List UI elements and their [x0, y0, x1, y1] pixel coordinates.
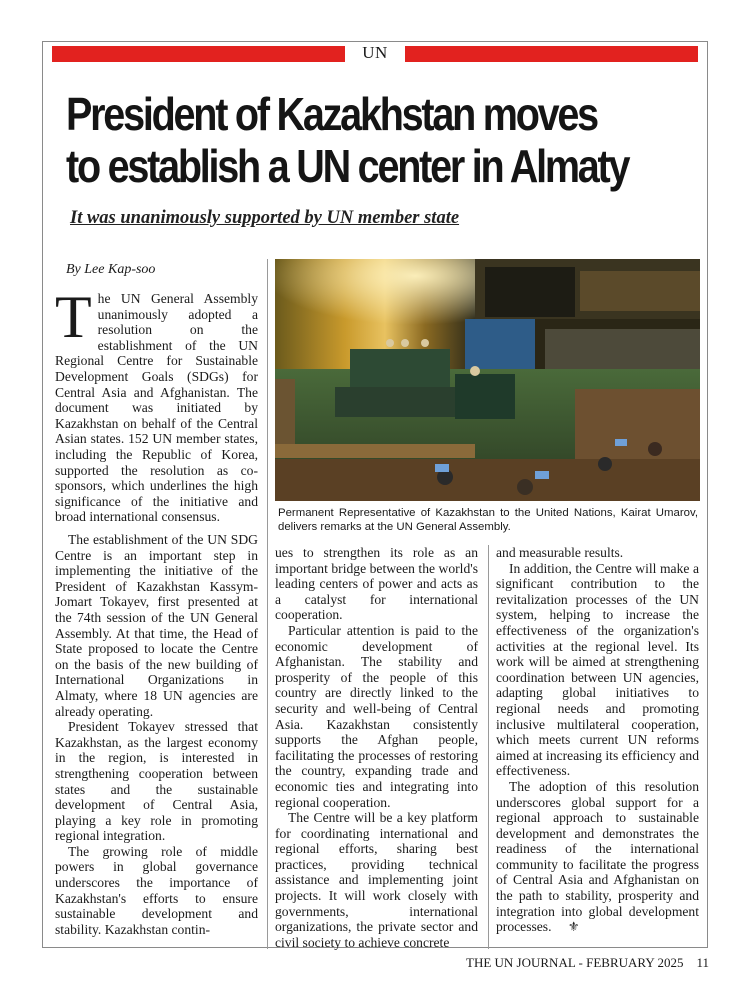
paragraph: President Tokayev stressed that Kazakhstan, as the largest economy in the region, is interested in strengthening cooperation between states and the sustainable development of Central Asia, playing a key role in promoting regional integration. [55, 719, 258, 844]
byline: By Lee Kap-soo [66, 262, 156, 277]
section-bar-right [405, 46, 698, 62]
lead-text: he UN General Assembly unanimously adopted a resolution on the establishment of the UN Regional Centre for Sustainable Development Goals (SDGs) for Central Asia and Afghanistan. The document was initiated by Kazakhstan on behalf of the Central Asian states. 152 UN member states, including the Republic of Korea, supported the resolution as co-sponsors, which underlines the high significance of the initiative and broad international consensus. [55, 291, 258, 525]
paragraph: ues to strengthen its role as an important bridge between the world's leading centers of power and acts as a catalyst for international cooperation. [275, 545, 478, 623]
assembly-photo [275, 259, 700, 501]
paragraph: The Centre will be a key platform for coordinating international and regional efforts, sharing best practices, providing technical assistance and implementing joint projects. It will work closely with governments, international organizations, the private sector and civil society to achieve concrete [275, 810, 478, 950]
photo-caption: Permanent Representative of Kazakhstan to the United Nations, Kairat Umarov, delivers remarks at the UN General Assembly. [278, 507, 698, 533]
page-footer [466, 955, 709, 971]
end-mark-icon: ⚜ [567, 919, 580, 935]
headline-line-1: President of Kazakhstan moves [66, 88, 597, 140]
column-rule [488, 545, 489, 949]
paragraph-text: The adoption of this resolution underscores global support for a regional approach to sustainable development and demonstrates the readiness of the international community to facilitate the progress of Central Asia and Afghanistan on the path to stability, prosperity and integration into global development processes. [496, 778, 699, 935]
column-1-bottom [55, 532, 258, 937]
headline [66, 88, 629, 192]
footer-journal: THE UN JOURNAL - FEBRUARY 2025 [466, 955, 684, 970]
paragraph: In addition, the Centre will make a significant contribution to the revitalization processes of the UN system, helping to increase the effectiveness of the organization's activities at the regional level. Its work will be aimed at strengthening coordination between UN agencies, adapting global initiatives to regional needs and promoting inclusive multilateral cooperation, which meets current UN reforms aimed at increasing its efficiency and effectiveness. [496, 560, 699, 779]
section-bar-left [52, 46, 345, 62]
column-2 [275, 545, 478, 950]
page-number: 11 [696, 955, 710, 970]
paragraph: The growing role of middle powers in global governance underscores the importance of Kazakhstan's efforts to ensure sustainable development and stability. Kazakhstan contin- [55, 843, 258, 937]
column-3 [496, 545, 699, 935]
paragraph: Particular attention is paid to the economic development of Afghanistan. The stability and prosperity of the people of this country are directly linked to the security and well-being of Central Asia. Kazakhstan consistently supports the Afghan people, facilitating the processes of restoring the country, expanding trade and economic ties and integrating into regional cooperation. [275, 622, 478, 810]
headline-line-2: to establish a UN center in Almaty [66, 140, 629, 192]
dropcap: T [55, 284, 92, 350]
column-rule [267, 259, 268, 949]
paragraph [496, 779, 699, 935]
subheadline: It was unanimously supported by UN member state [70, 208, 460, 228]
paragraph: and measurable results. [496, 545, 624, 560]
paragraph-lead [55, 284, 258, 525]
section-label: UN [362, 43, 388, 62]
column-1-top [55, 284, 258, 525]
paragraph: The establishment of the UN SDG Centre is an important step in implementing the initiative of the President of Kazakhstan Kassym-Jomart Tokayev, first presented at the 74th session of the UN General Assembly. At that time, the Head of State proposed to locate the Centre on the basis of the new building of International Organizations in Almaty, where 18 UN agencies are already operating. [55, 532, 258, 719]
